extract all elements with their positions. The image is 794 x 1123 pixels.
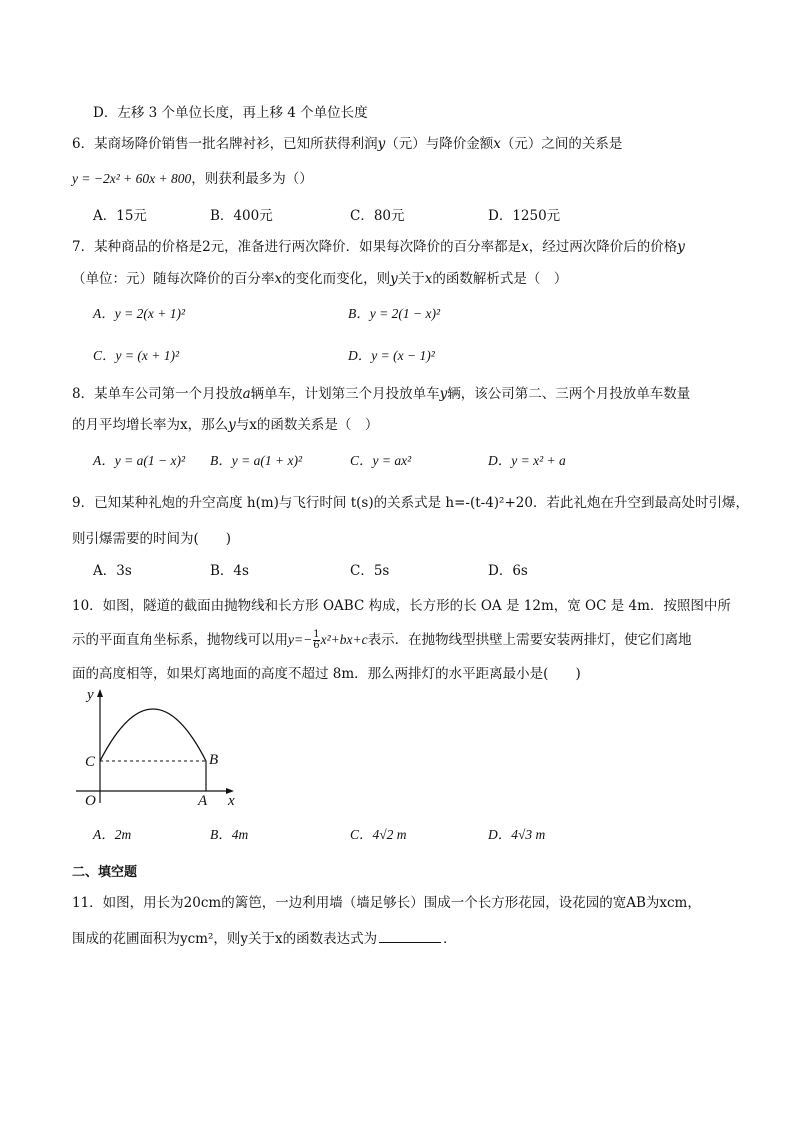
label-y: y — [87, 687, 94, 703]
q6-stem: 6．某商场降价销售一批名牌衬衫，已知所获得利润𝑦（元）与降价金额𝑥（元）之间的关系是 — [72, 136, 623, 152]
q8-stem-1: 8．某单车公司第一个月投放𝑎辆单车，计划第三个月投放单车𝑦辆，该公司第二、三两个月投放单车数量 — [72, 386, 691, 402]
q11-stem-2a: 围成的花圃面积为ycm²，则y关于x的函数表达式为 — [72, 931, 378, 947]
q5-option-d: D．左移 3 个单位长度，再上移 4 个单位长度 — [93, 105, 368, 121]
label-b: B — [209, 752, 219, 768]
q8-stem-2: 的月平均增长率为x，那么𝑦与x的函数关系是（ ） — [72, 417, 379, 433]
q7-option-b: B．y = 2(1 − x)² — [348, 306, 440, 321]
q9-stem-2: 则引爆需要的时间为( ) — [72, 531, 232, 547]
q11-stem-1: 11．如图，用长为20cm的篱笆，一边利用墙（墙足够长）围成一个长方形花园，设花园的宽AB为xcm， — [72, 895, 701, 911]
q9-option-a: A．3s — [93, 563, 132, 579]
q9-option-d: D．6s — [488, 563, 528, 579]
q6-option-a: A．15元 — [93, 208, 147, 224]
q10-option-d: D．4√3 m — [488, 827, 546, 842]
q6-option-c: C．80元 — [350, 208, 405, 224]
parabola-arch — [100, 709, 206, 761]
y-axis-arrow-icon — [97, 689, 103, 697]
q10-fraction — [313, 630, 319, 651]
q6-formula-line — [72, 170, 313, 188]
q8-option-d: D．y = x² + a — [488, 453, 566, 468]
q7-option-a: A．y = 2(x + 1)² — [93, 306, 185, 321]
q10-option-b: B．4m — [210, 827, 249, 842]
q9-stem-1: 9．已知某种礼炮的升空高度 h(m)与飞行时间 t(s)的关系式是 h=-(t-4)²+20．若此礼炮在升空到最高处时引爆， — [72, 495, 749, 511]
q10-stem-1: 10．如图，隧道的截面由抛物线和长方形 OABC 构成，长方形的长 OA 是 12m，宽 OC 是 4m．按照图中所 — [72, 598, 731, 614]
q6-option-d: D．1250元 — [488, 208, 561, 224]
q7-option-d: D．y = (x − 1)² — [348, 348, 435, 363]
q11-answer-blank[interactable] — [379, 930, 441, 943]
q11-stem-2b: ． — [443, 931, 457, 947]
q10-stem-2 — [72, 630, 692, 651]
q10-stem-2b: 表示．在抛物线型拱壁上需要安装两排灯，使它们离地 — [367, 632, 692, 648]
q10-stem-2a: 示的平面直角坐标系，抛物线可以用 — [72, 632, 288, 648]
label-x: x — [228, 793, 235, 809]
q10-formula-expr: x²+bx+c — [320, 632, 368, 647]
q7-option-c: C．y = (x + 1)² — [93, 348, 179, 363]
q7-stem-1: 7．某种商品的价格是2元，准备进行两次降价．如果每次降价的百分率都是𝑥，经过两次降价后的价格𝑦 — [72, 239, 685, 255]
q9-option-b: B．4s — [210, 563, 249, 579]
q8-option-a: A．y = a(1 − x)² — [93, 453, 185, 468]
q9-option-c: C．5s — [350, 563, 390, 579]
label-c: C — [85, 754, 96, 770]
q10-fraction-denominator: 6 — [313, 640, 320, 651]
section-fill-in-title: 二、填空题 — [72, 865, 138, 880]
q10-option-c: C．4√2 m — [350, 827, 407, 842]
q10-tunnel-figure — [72, 685, 252, 810]
label-o: O — [85, 793, 96, 809]
q8-option-b: B．y = a(1 + x)² — [210, 453, 302, 468]
q6-option-b: B．400元 — [210, 208, 273, 224]
q7-stem-2: （单位：元）随每次降价的百分率𝑥的变化而变化，则𝑦关于𝑥的函数解析式是（ ） — [72, 271, 568, 287]
q10-stem-3: 面的高度相等，如果灯离地面的高度不超过 8m．那么两排灯的水平距离最小是( ) — [72, 666, 581, 682]
q10-formula-y: y=− — [288, 632, 313, 647]
label-a: A — [198, 793, 208, 809]
q8-option-c: C．y = ax² — [350, 453, 412, 468]
q11-stem-2 — [72, 930, 457, 948]
q10-option-a: A．2m — [93, 827, 132, 842]
q6-formula: y = −2x² + 60x + 800 — [72, 171, 192, 186]
q10-fraction-numerator: 1 — [313, 629, 320, 640]
q6-formula-suffix: ，则获利最多为（） — [191, 171, 313, 187]
